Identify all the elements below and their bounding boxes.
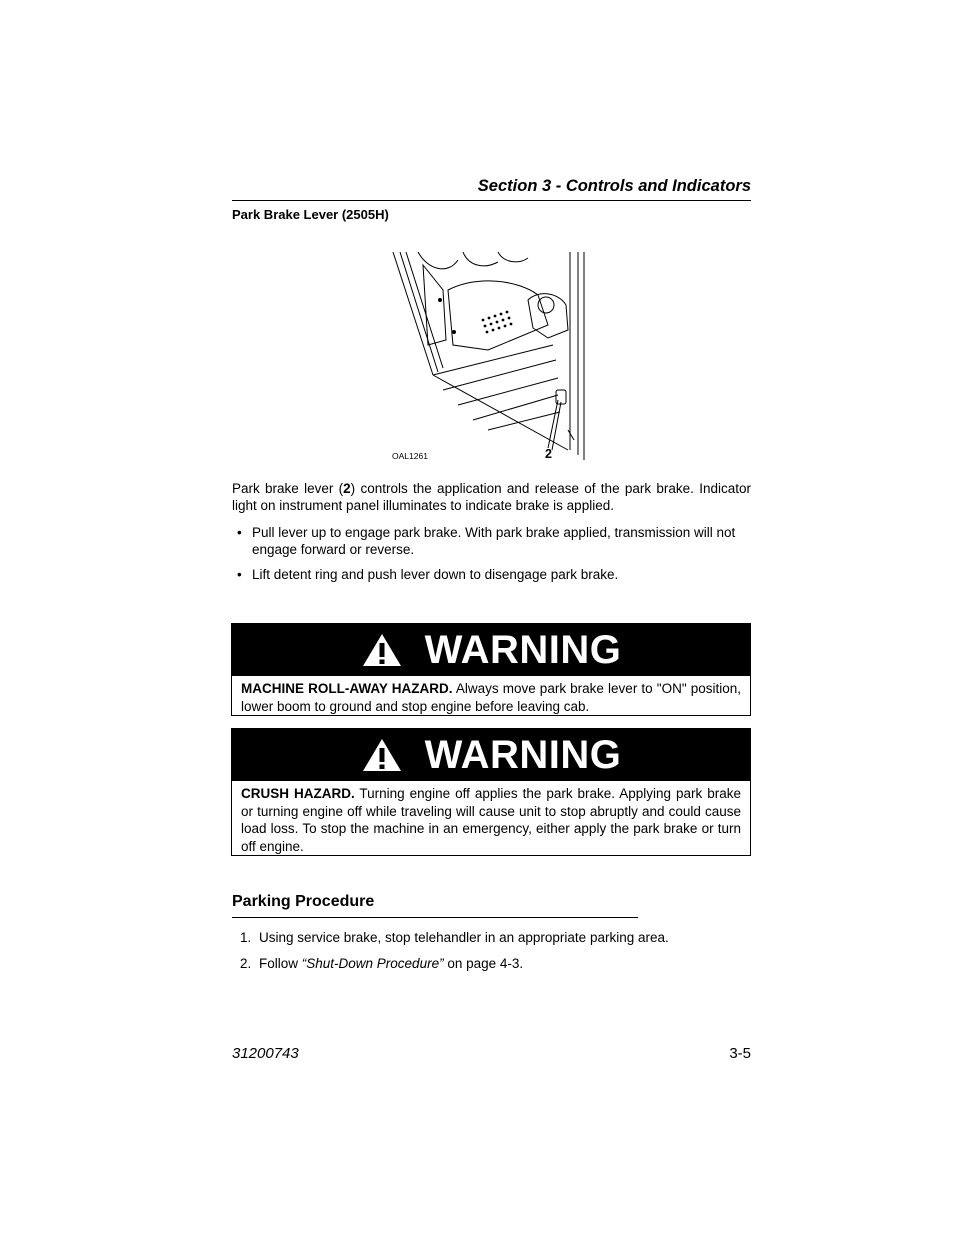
park-brake-illustration	[388, 250, 594, 465]
hazard-label: CRUSH HAZARD.	[241, 786, 355, 801]
warning-title: WARNING	[424, 627, 622, 672]
warning-banner	[232, 729, 750, 781]
intro-text-end: ) controls the application and release of the park brake. Indicator light on instrument panel illuminates to indicate brake is applied.	[232, 481, 751, 513]
bullet-item	[237, 524, 751, 560]
shut-down-procedure-link[interactable]: “Shut-Down Procedure”	[301, 956, 444, 971]
warning-triangle-icon	[361, 632, 403, 668]
figure-id: OAL1261	[392, 451, 428, 461]
step-number: 1.	[240, 930, 252, 945]
procedure-step	[240, 956, 750, 974]
section-title: Section 3 - Controls and Indicators	[477, 177, 751, 195]
intro-text-start: Park brake lever (	[232, 481, 344, 496]
footer-page-number: 3-5	[729, 1045, 751, 1062]
intro-paragraph	[232, 480, 751, 514]
warning-title: WARNING	[424, 732, 622, 777]
bullet-dot: •	[237, 567, 242, 582]
procedure-step	[240, 930, 750, 948]
footer-doc-number: 31200743	[232, 1045, 299, 1062]
warning-body: Always move park brake lever to "ON" position, lower boom to ground and stop engine before leaving cab.	[241, 681, 741, 714]
warning-box-rollaway	[231, 623, 751, 716]
step-text	[259, 956, 523, 971]
step-number: 2.	[240, 956, 252, 971]
figure-callout: 2	[545, 447, 552, 461]
intro-ref: 2	[343, 481, 351, 496]
hazard-label: MACHINE ROLL-AWAY HAZARD.	[241, 681, 453, 696]
warning-box-crush	[231, 728, 751, 856]
warning-text	[232, 676, 750, 719]
step-text-end: on page 4-3.	[443, 956, 524, 971]
bullet-text: Pull lever up to engage park brake. With park brake applied, transmission will not engage forward or reverse.	[252, 525, 736, 557]
heading-rule	[232, 917, 638, 918]
bullet-text: Lift detent ring and push lever down to disengage park brake.	[252, 567, 619, 582]
bullet-dot: •	[237, 525, 242, 540]
parking-procedure-heading: Parking Procedure	[232, 893, 375, 910]
bullet-item	[237, 566, 751, 584]
subheading: Park Brake Lever (2505H)	[232, 207, 389, 222]
warning-text	[232, 781, 750, 859]
warning-banner	[232, 624, 750, 676]
header-rule	[232, 200, 751, 201]
warning-body: Turning engine off applies the park brake. Applying park brake or turning engine off while traveling will cause unit to stop abruptly and could cause load loss. To stop the machine in an emergency, either apply the park brake or turn off engine.	[241, 786, 741, 854]
warning-triangle-icon	[361, 737, 403, 773]
step-text: Using service brake, stop telehandler in an appropriate parking area.	[259, 930, 669, 945]
step-text-start: Follow	[259, 956, 302, 971]
